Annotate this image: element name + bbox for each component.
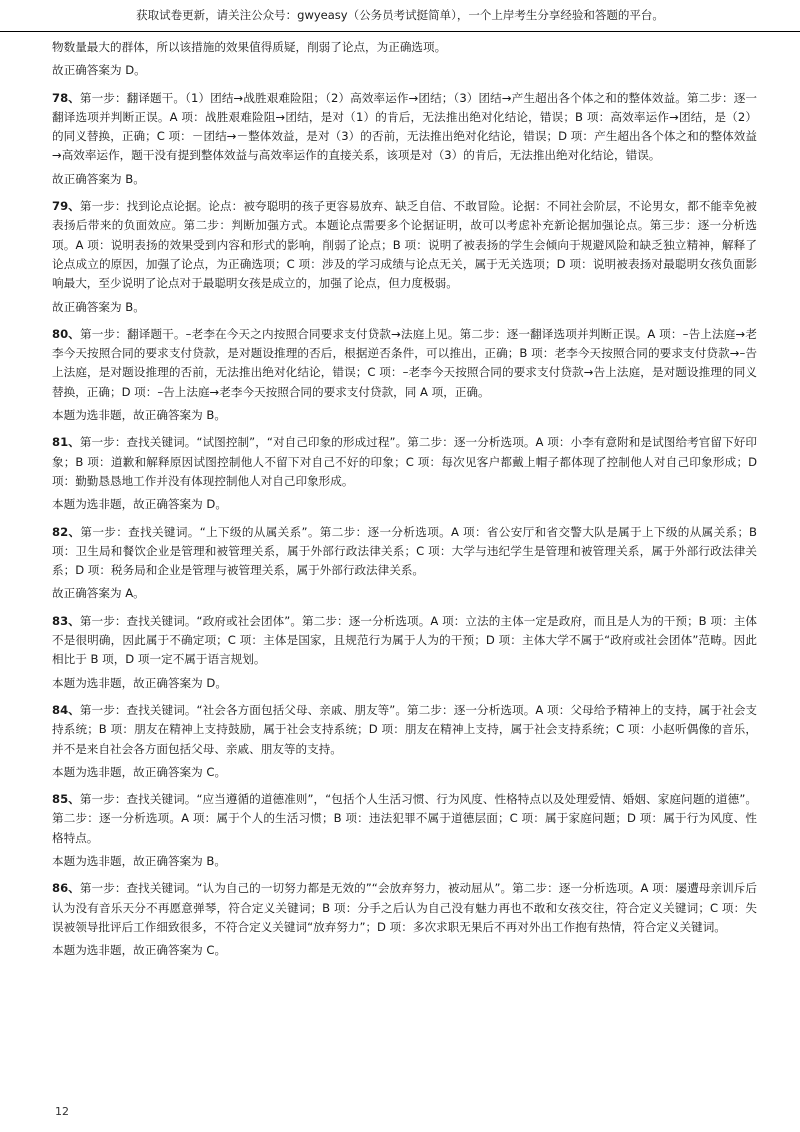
explanation-text: 第一步：查找关键词。“应当遵循的道德准则”，“包括个人生活习惯、行为风度、性格特点以及处理爱情、婚姻、家庭问题的道德”。第二步：逐一分析选项。A 项：属于个人的生活习惯；B 项：违法犯罪不属于道德层面；C 项：属于家庭问题；D 项：属于行为风度、性格特点。	[52, 792, 757, 845]
explanation-text: 第一步：查找关键词。“社会各方面包括父母、亲戚、朋友等”。第二步：逐一分析选项。A 项：父母给予精神上的支持，属于社会支持系统；B 项：朋友在精神上支持鼓励，属于社会支持系统；D 项：朋友在精神上支持，属于社会支持系统；C 项：小赵听偶像的音乐，并不是来自社会各方面包括父母、亲戚、朋友等的支持。	[52, 702, 757, 756]
answer-line: 本题为选非题，故正确答案为 C。	[52, 764, 227, 779]
question-explanation	[52, 701, 757, 759]
question-number: 80、	[52, 326, 81, 341]
explanation-text: 第一步：查找关键词。“上下级的从属关系”。第二步：逐一分析选项。A 项：省公安厅和省交警大队是属于上下级的从属关系；B 项：卫生局和餐饮企业是管理和被管理关系，属于外部行政法律关系；C 项：大学与违纪学生是管理和被管理关系，属于外部行政法律关系；D 项：税务局和企业是管理与被管理关系，属于外部行政法律关系。	[52, 524, 757, 578]
answer-line: 故正确答案为 A。	[52, 586, 145, 601]
question-number: 86、	[52, 881, 80, 896]
explanation-text: 第一步：查找关键词。“认为自己的一切努力都是无效的”“会放弃努力，被动屈从”。第二步：逐一分析选项。A 项：屡遭母亲训斥后认为没有音乐天分不再愿意弹琴，符合定义关键词；B 项：分手之后认为自己没有魅力再也不敢和女孩交往，符合定义关键词；C 项：失误被领导批评后工作细致很多，不符合定义关键词“放弃努力”；D 项：多次求职无果后不再对外出工作抱有热情，符合定义关键词。	[52, 881, 757, 934]
answer-line: 故正确答案为 B。	[52, 171, 145, 186]
explanation-text: 第一步：找到论点论据。论点：被夸聪明的孩子更容易放弃、缺乏自信、不敢冒险。论据：不同社会阶层，不论男女，都不能幸免被表扬后带来的负面效应。第二步：判断加强方式。本题论点需要多个论据证明，故可以考虑补充新论据加强论点。第三步：逐一分析选项。A 项：说明表扬的效果受到内容和形式的影响，削弱了论点；B 项：说明了被表扬的学生会倾向于规避风险和缺乏独立精神，解释了论点成立的原因，加强了论点，为正确选项；C 项：涉及的学习成绩与论点无关，属于无关选项；D 项：说明被表扬对最聪明女孩负面影响最大，至少说明了论点对于最聪明女孩是成立的，加强了论点，但力度极弱。	[52, 199, 757, 291]
explanation-text: 第一步：翻译题干。–老李在今天之内按照合同要求支付贷款→法庭上见。第二步：逐一翻译选项并判断正误。A 项：–告上法庭→老李今天按照合同的要求支付贷款，是对题设推理的否后，根据逆否条件，可以推出，正确；B 项：老李今天按照合同的要求支付贷款→–告上法庭，是对题设推理的否前，无法推出绝对化结论，错误；C 项：–老李今天按照合同的要求支付贷款→告上法庭，是对题设推理的同义替换，正确；D 项：–告上法庭→老李今天按照合同的要求支付贷款，同 A 项，正确。	[52, 326, 757, 399]
question-explanation	[52, 89, 757, 166]
page-header: 获取试卷更新，请关注公众号：gwyeasy（公务员考试挺简单），一个上岸考生分享经验和答题的平台。	[136, 8, 664, 22]
question-number: 85、	[52, 792, 80, 807]
answer-line: 本题为选非题，故正确答案为 C。	[52, 943, 227, 958]
answer-line: 故正确答案为 D。	[52, 63, 146, 78]
answer-explanations	[52, 38, 757, 960]
page-number: 12	[55, 1105, 69, 1118]
question-number: 82、	[52, 524, 81, 539]
question-explanation	[52, 325, 757, 402]
question-number: 83、	[52, 613, 80, 628]
answer-line: 本题为选非题，故正确答案为 B。	[52, 408, 226, 423]
question-explanation	[52, 879, 757, 937]
explanation-text: 第一步：翻译题干。（1）团结→战胜艰难险阻；（2）高效率运作→团结；（3）团结→产生超出各个体之和的整体效益。第二步：逐一翻译选项并判断正误。A 项：战胜艰难险阻→团结，是对（1）的肯后，无法推出绝对化结论，错误；B 项：高效率运作→团结，是（2）的同义替换，正确；C 项：－团结→－整体效益，是对（3）的否前，无法推出绝对化结论，错误；D 项：产生超出各个体之和的整体效益→高效率运作，题干没有提到整体效益与高效率运作的直接关系，该项是对（3）的肯后，无法推出绝对化结论，错误。	[52, 90, 757, 163]
answer-line: 故正确答案为 B。	[52, 299, 145, 314]
answer-line: 本题为选非题，故正确答案为 D。	[52, 497, 227, 512]
question-explanation	[52, 433, 757, 491]
question-number: 78、	[52, 90, 80, 105]
question-explanation	[52, 612, 757, 670]
question-explanation	[52, 790, 757, 848]
question-number: 84、	[52, 702, 80, 717]
explanation-text: 第一步：查找关键词。“政府或社会团体”。第二步：逐一分析选项。A 项：立法的主体一定是政府，而且是人为的干预；B 项：主体不是很明确，因此属于不确定项；C 项：主体是国家，且规范行为属于人为的干预；D 项：主体大学不属于“政府或社会团体”范畴。因此相比于 B 项，D 项一定不属于语言规划。	[52, 613, 757, 667]
question-number: 81、	[52, 435, 80, 450]
continued-text: 物数量最大的群体，所以该措施的效果值得质疑，削弱了论点，为正确选项。	[52, 40, 447, 54]
answer-line: 本题为选非题，故正确答案为 D。	[52, 675, 227, 690]
question-number: 79、	[52, 199, 80, 214]
question-explanation	[52, 523, 757, 581]
answer-line: 本题为选非题，故正确答案为 B。	[52, 853, 226, 868]
question-explanation	[52, 197, 757, 293]
header-divider	[0, 31, 800, 32]
explanation-text: 第一步：查找关键词。“试图控制”，“对自己印象的形成过程”。第二步：逐一分析选项。A 项：小李有意附和是试图给考官留下好印象；B 项：道歉和解释原因试图控制他人不留下对自己不好的印象；C 项：每次见客户都戴上帽子都体现了控制他人对自己印象形成；D 项：勤勤恳恳地工作并没有体现控制他人对自己印象形成。	[52, 435, 757, 488]
